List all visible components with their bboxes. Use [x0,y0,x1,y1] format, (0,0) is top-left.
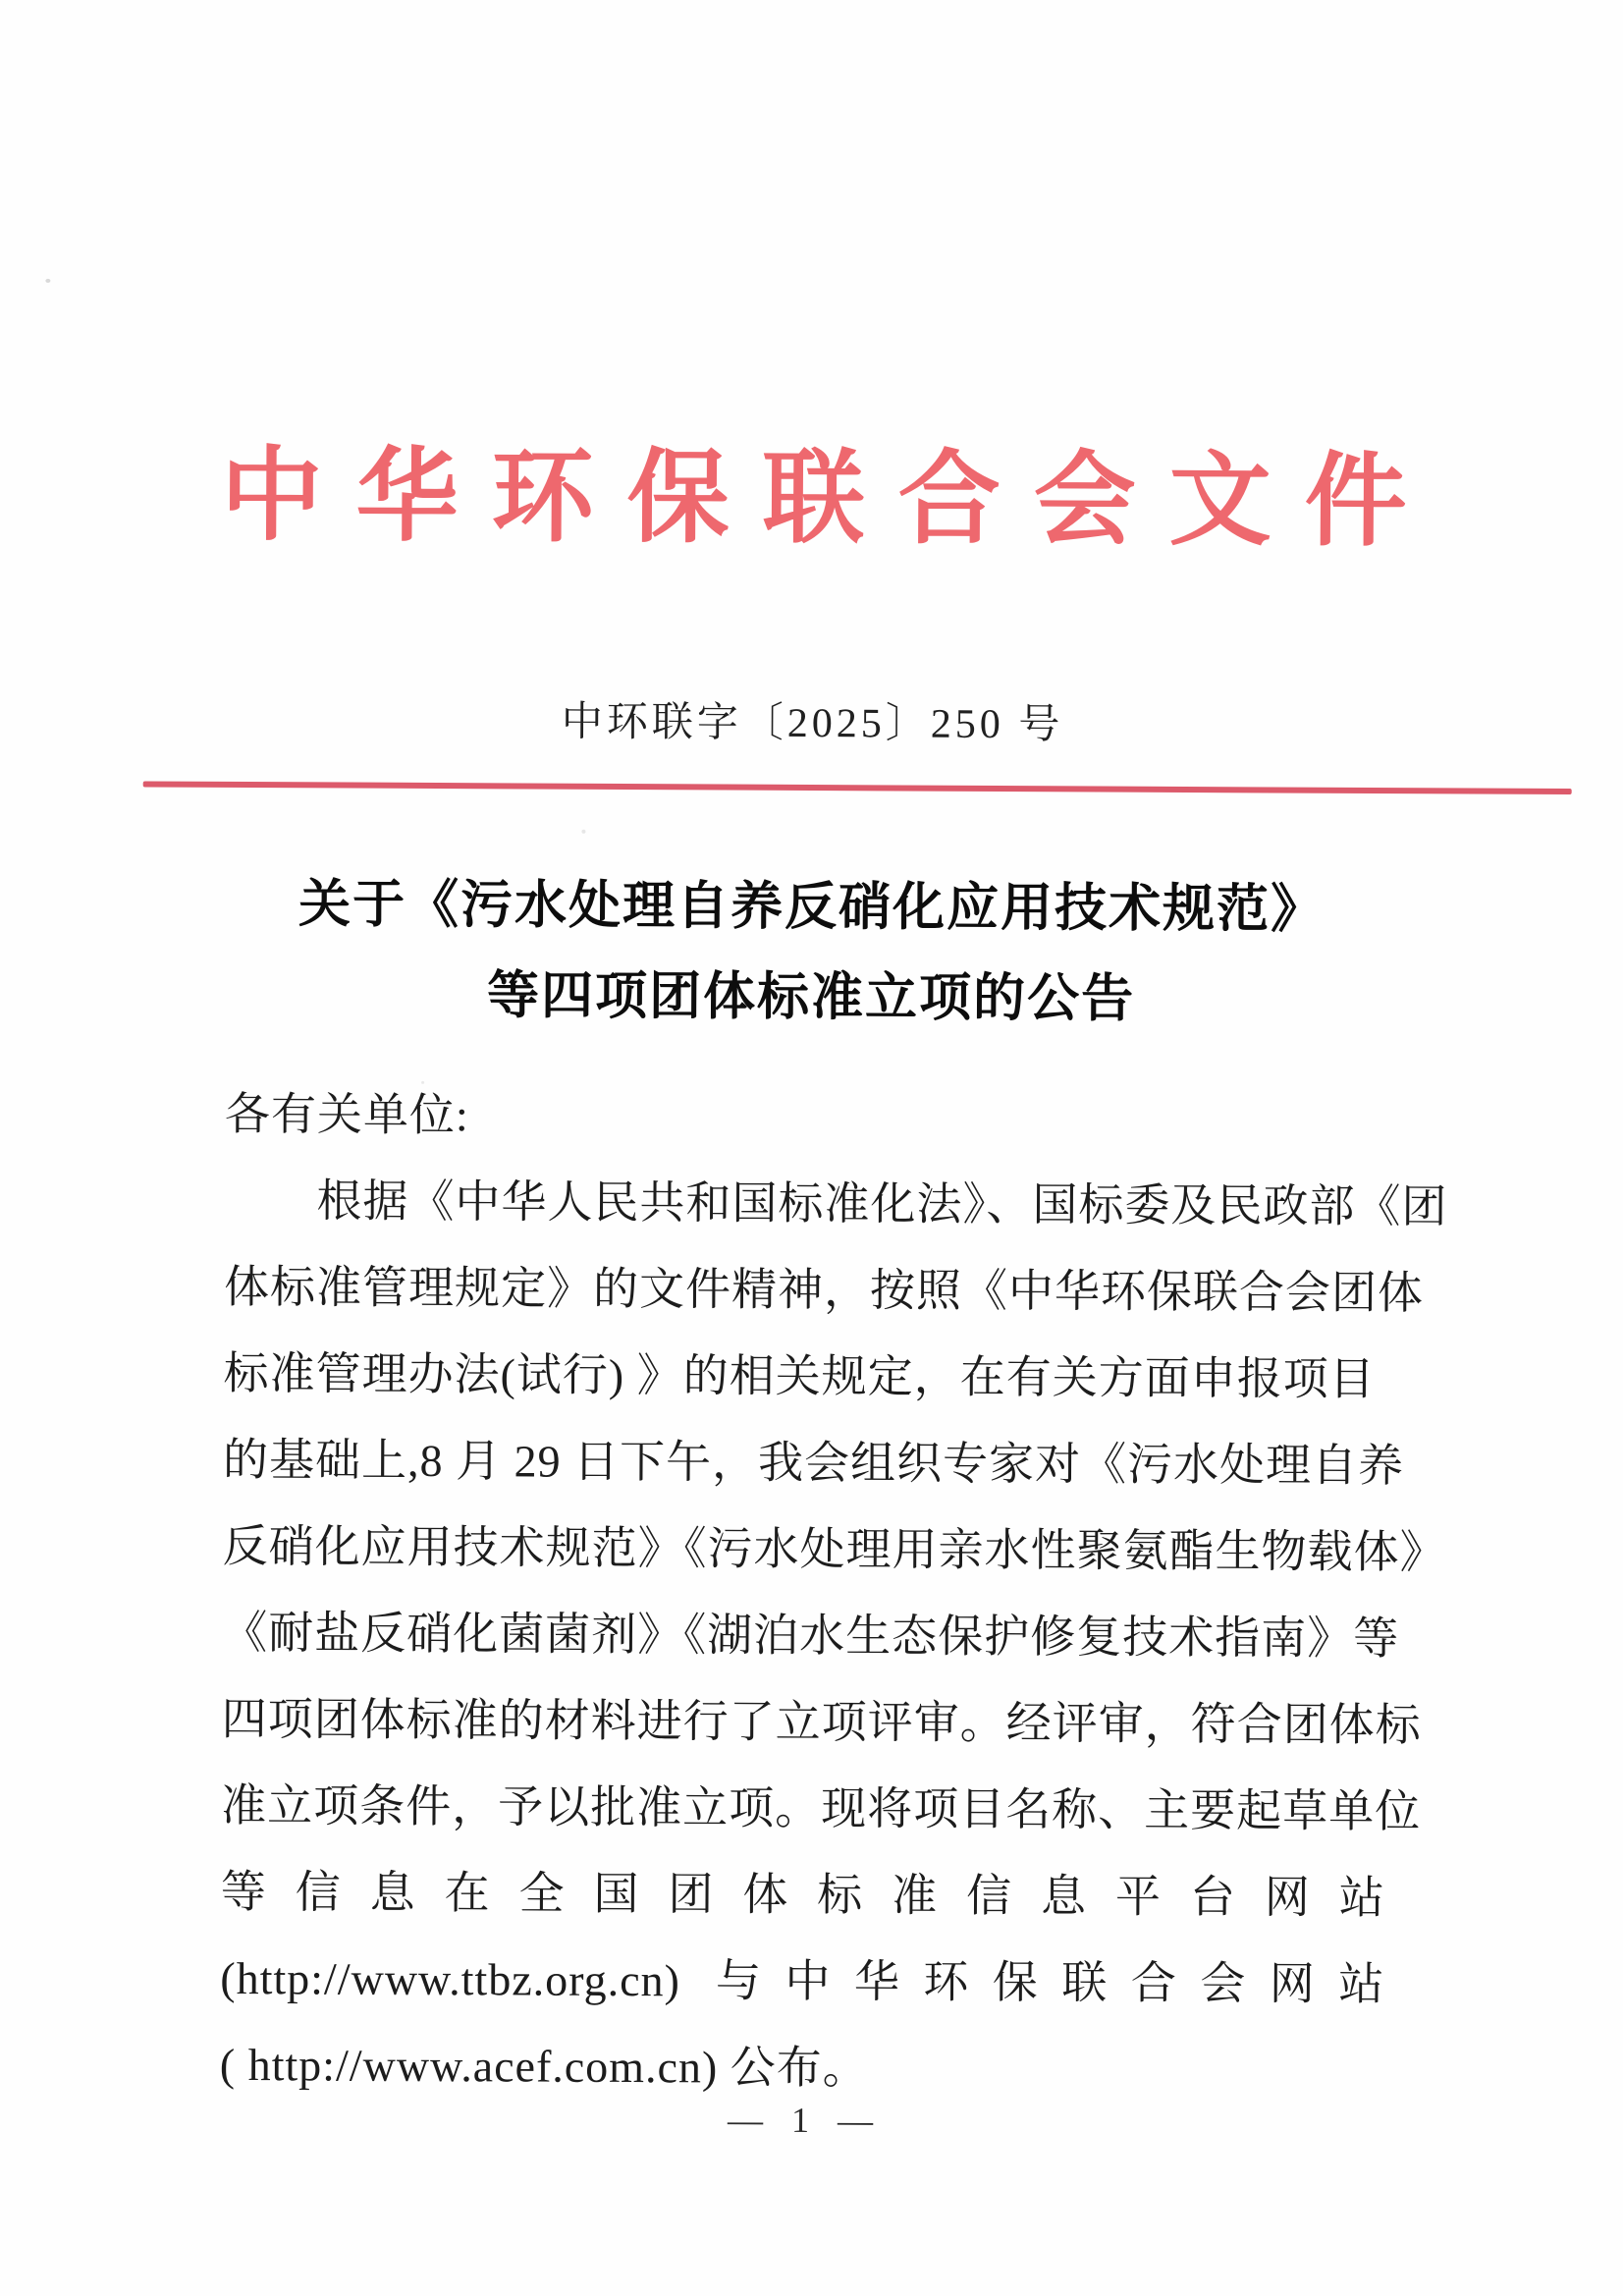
document-title-line1: 关于《污水处理自养反硝化应用技术规范》 [298,876,1325,939]
body-line: 的基础上,8 月 29 日下午，我会组织专家对《污水处理自养 [222,1434,1405,1492]
body-line: 等信息在全国团体标准信息平台网站 [220,1866,1385,1924]
document-number: 中环联字〔2025〕250 号 [561,699,1064,748]
scan-speck [581,830,585,834]
page-number: — 1 — [727,2100,884,2141]
body-line-with-url: (http://www.ttbz.org.cn) 与中华环保联合会网站 [220,1952,1385,2010]
document-title-line2: 等四项团体标准立项的公告 [486,967,1136,1028]
salutation-line: 各有关单位: [224,1088,469,1141]
org-letterhead-title: 中华环保联合会文件 [220,439,1441,560]
scan-speck [421,1081,424,1084]
body-line-with-url: ( http://www.acef.com.cn) 公布。 [219,2039,869,2094]
red-divider-rule [143,781,1572,794]
body-paragraph [219,1071,1448,2114]
body-line: 准立项条件，予以批准立项。现将项目名称、主要起草单位 [221,1779,1422,1837]
body-line: 反硝化应用技术规范》《污水处理用亲水性聚氨酯生物载体》 [222,1520,1446,1578]
body-line: 根据《中华人民共和国标准化法》、国标委及民政部《团 [316,1175,1448,1232]
document-title [0,858,1623,1048]
body-line: 标准管理办法(试行) 》的相关规定，在有关方面申报项目 [223,1347,1376,1405]
body-line: 四项团体标准的材料进行了立项评审。经评审，符合团体标 [221,1693,1422,1751]
body-line: 体标准管理规定》的文件精神，按照《中华环保联合会团体 [223,1261,1425,1319]
body-line: 《耐盐反硝化菌菌剂》《湖泊水生态保护修复技术指南》等 [222,1607,1400,1665]
scan-speck [45,279,50,283]
